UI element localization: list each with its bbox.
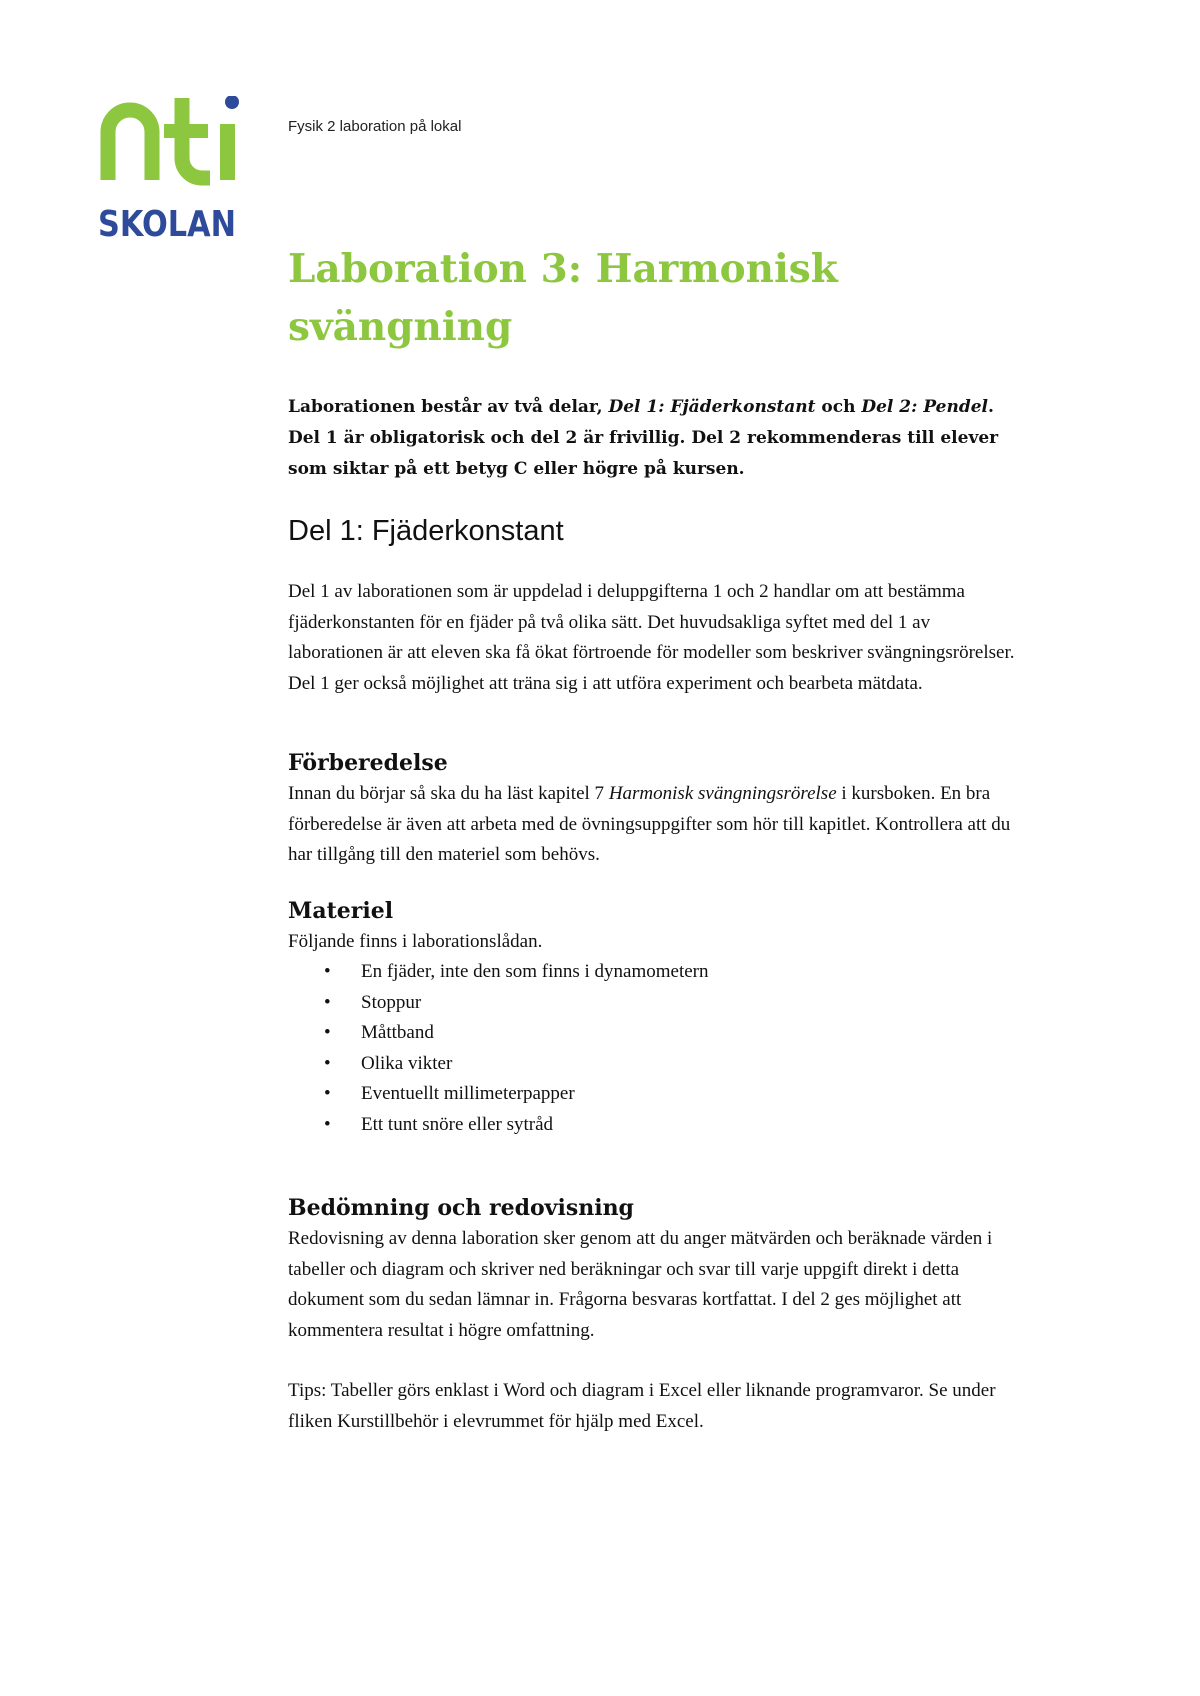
nti-skolan-logo [100, 96, 260, 246]
title-line-1: Laboration 3: Harmonisk [288, 246, 838, 292]
intro-del2-name: Del 2: Pendel [861, 397, 988, 417]
bullet-icon: • [324, 1022, 331, 1043]
forberedelse-paragraph [288, 779, 1028, 871]
intro-text-2: och [815, 397, 862, 417]
bullet-icon: • [324, 1052, 331, 1074]
intro-del1-name: Del 1: Fjäderkonstant [608, 397, 816, 417]
forberedelse-text-1: Innan du börjar så ska du ha läst kapitel 7 [288, 783, 609, 804]
list-item-text: Olika vikter [361, 1052, 453, 1074]
logo-skolan-text: SKOLAN [100, 204, 236, 245]
logo-t-crossbar [164, 124, 208, 138]
title-line-2: svängning [288, 304, 513, 350]
bedomning-paragraph: Redovisning av denna laboration sker genom att du anger mätvärden och beräknade värden i tabeller och diagram och skriver ned beräkningar och svar till varje uppgift direkt i detta dokument som du sedan lämnar in. Frågorna besvaras kortfattat. I del 2 ges möjlighet att kommentera resultat i högre omfattning. [288, 1228, 993, 1341]
forberedelse-chapter-title: Harmonisk svängningsrörelse [608, 783, 837, 804]
list-item-text: Måttband [361, 1022, 434, 1043]
list-item [324, 1110, 1028, 1141]
logo-n-shape [108, 110, 152, 180]
section-heading-del1: Del 1: Fjäderkonstant [288, 515, 564, 547]
document-header: Fysik 2 laboration på lokal [288, 118, 462, 135]
del1-paragraph: Del 1 av laborationen som är uppdelad i deluppgifterna 1 och 2 handlar om att bestämma fjäderkonstanten för en fjäder på två olika sätt. Det huvudsakliga syftet med del 1 av laborationen är att eleven ska få ökat förtroende för modeller som beskriver svängningsrörelser. Del 1 ger också möjlighet att träna sig i att utföra experiment och bearbeta mätdata. [288, 581, 1015, 694]
intro-text-3: . Del 1 är obligatorisk och del 2 är frivillig. Del 2 rekommenderas till elever som siktar på ett betyg C eller högre på kursen. [288, 397, 999, 479]
bullet-icon: • [324, 991, 331, 1013]
page-title [288, 240, 1028, 356]
list-item-text: Ett tunt snöre eller sytråd [361, 1113, 554, 1135]
list-item-text: En fjäder, inte den som finns i dynamometern [361, 961, 709, 982]
logo-i-stem [220, 124, 235, 180]
materiel-list [288, 957, 1028, 1140]
intro-text-1: Laborationen består av två delar, [288, 397, 609, 417]
forberedelse-text-2: i kursboken. En bra förberedelse är även att arbeta med de övningsuppgifter som hör till kapitlet. Kontrollera att du har tillgång till den materiel som behövs. [288, 783, 1011, 865]
list-item [324, 1079, 1028, 1110]
intro-paragraph [288, 392, 1028, 485]
list-item [324, 1018, 1028, 1049]
list-item-text: Eventuellt millimeterpapper [361, 1083, 575, 1104]
logo-i-dot [225, 96, 239, 109]
list-item [324, 988, 1028, 1019]
list-item [324, 957, 1028, 988]
document-body [288, 240, 1028, 1437]
subheading-bedomning: Bedömning och redovisning [288, 1195, 634, 1221]
bullet-icon: • [324, 1113, 331, 1135]
bullet-icon: • [324, 961, 331, 982]
list-item [324, 1049, 1028, 1080]
tips-paragraph: Tips: Tabeller görs enklast i Word och diagram i Excel eller liknande programvaror. Se under fliken Kurstillbehör i elevrummet för hjälp med Excel. [288, 1380, 996, 1432]
bullet-icon: • [324, 1083, 331, 1104]
list-item-text: Stoppur [361, 991, 422, 1013]
logo-graphic [100, 96, 260, 246]
subheading-materiel: Materiel [288, 897, 394, 924]
materiel-intro: Följande finns i laborationslådan. [288, 930, 543, 952]
subheading-forberedelse: Förberedelse [288, 750, 448, 776]
